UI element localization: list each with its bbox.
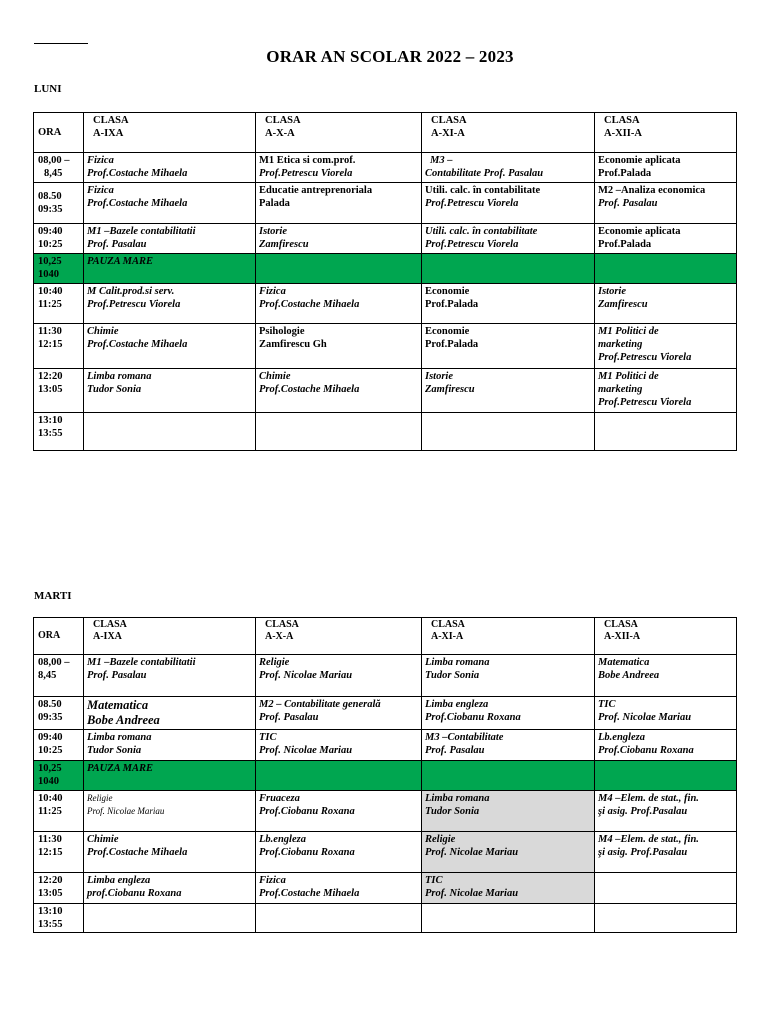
lesson-cell: TIC Prof. Nicolae Mariau — [595, 697, 737, 730]
table-row — [34, 791, 737, 832]
time-cell: 13:10 13:55 — [34, 904, 84, 933]
lesson-cell: Matematica Bobe Andreea — [84, 697, 256, 730]
day-label-luni: LUNI — [34, 83, 62, 95]
lesson-cell: TIC Prof. Nicolae Mariau — [256, 730, 422, 761]
time-cell: 10:40 11:25 — [34, 791, 84, 832]
lesson-cell: M Calit.prod.si serv. Prof.Petrescu Viorela — [84, 284, 256, 324]
lesson-cell: TIC Prof. Nicolae Mariau — [422, 873, 595, 904]
time-cell: 08.50 09:35 — [34, 183, 84, 224]
lesson-cell: Economie Prof.Palada — [422, 324, 595, 369]
pause-cell — [422, 761, 595, 791]
lesson-cell: Religie Prof. Nicolae Mariau — [256, 655, 422, 697]
lesson-cell: Economie Prof.Palada — [422, 284, 595, 324]
lesson-cell: Istorie Zamfirescu — [256, 224, 422, 254]
time-cell: 11:30 12:15 — [34, 832, 84, 873]
lesson-cell: Fizica Prof.Costache Mihaela — [84, 153, 256, 183]
class-header: CLASA A-XI-A — [422, 618, 595, 655]
lesson-cell — [422, 904, 595, 933]
time-cell: 12:20 13:05 — [34, 873, 84, 904]
lesson-cell — [84, 904, 256, 933]
pause-cell — [422, 254, 595, 284]
lesson-cell: M1 –Bazele contabilitatii Prof. Pasalau — [84, 224, 256, 254]
time-cell: 12:20 13:05 — [34, 369, 84, 413]
lesson-cell: Limba romana Tudor Sonia — [84, 369, 256, 413]
table-row — [34, 224, 737, 254]
table-row — [34, 324, 737, 369]
table-row — [34, 284, 737, 324]
lesson-cell: Limba engleza prof.Ciobanu Roxana — [84, 873, 256, 904]
lesson-cell: M2 – Contabilitate generală Prof. Pasalau — [256, 697, 422, 730]
table-row — [34, 413, 737, 451]
lesson-cell: Utili. calc. în contabilitate Prof.Petrescu Viorela — [422, 183, 595, 224]
lesson-cell: Limba romana Tudor Sonia — [422, 791, 595, 832]
class-header: CLASA A-XII-A — [595, 113, 737, 153]
lesson-cell: M4 –Elem. de stat., fin. şi asig. Prof.Pasalau — [595, 832, 737, 873]
pause-cell — [256, 254, 422, 284]
lesson-cell: Fruaceza Prof.Ciobanu Roxana — [256, 791, 422, 832]
lesson-cell: Utili. calc. în contabilitate Prof.Petrescu Viorela — [422, 224, 595, 254]
lesson-cell: Lb.engleza Prof.Ciobanu Roxana — [595, 730, 737, 761]
lesson-cell: Chimie Prof.Costache Mihaela — [84, 832, 256, 873]
lesson-cell: Fizica Prof.Costache Mihaela — [256, 873, 422, 904]
page-title: ORAR AN SCOLAR 2022 – 2023 — [266, 47, 514, 66]
lesson-cell: Economie aplicata Prof.Palada — [595, 224, 737, 254]
pause-row — [34, 254, 737, 284]
lesson-cell: Fizica Prof.Costache Mihaela — [256, 284, 422, 324]
table-row — [34, 873, 737, 904]
lesson-cell: Limba engleza Prof.Ciobanu Roxana — [422, 697, 595, 730]
lesson-cell: M1 Politici de marketing Prof.Petrescu Viorela — [595, 324, 737, 369]
table-row — [34, 697, 737, 730]
table-row — [34, 153, 737, 183]
pause-row — [34, 761, 737, 791]
lesson-cell: M1 Politici de marketing Prof.Petrescu Viorela — [595, 369, 737, 413]
lesson-cell: M3 – Contabilitate Prof. Pasalau — [422, 153, 595, 183]
lesson-cell — [256, 413, 422, 451]
class-header: CLASA A-X-A — [256, 113, 422, 153]
lesson-cell: M1 –Bazele contabilitatii Prof. Pasalau — [84, 655, 256, 697]
time-cell: 10,25 1040 — [34, 761, 84, 791]
class-header: CLASA A-IXA — [84, 618, 256, 655]
lesson-cell — [595, 413, 737, 451]
lesson-cell: Educatie antreprenoriala Palada — [256, 183, 422, 224]
header-row — [34, 618, 737, 655]
table-row — [34, 730, 737, 761]
pause-label: PAUZA MARE — [84, 761, 256, 791]
time-cell: 08.50 09:35 — [34, 697, 84, 730]
schedule-table-luni — [33, 112, 737, 451]
class-header: CLASA A-XII-A — [595, 618, 737, 655]
time-cell: 09:40 10:25 — [34, 730, 84, 761]
pause-cell — [595, 761, 737, 791]
ora-header: ORA — [34, 618, 84, 655]
class-header: CLASA A-IXA — [84, 113, 256, 153]
lesson-cell: M2 –Analiza economica Prof. Pasalau — [595, 183, 737, 224]
lesson-cell: Fizica Prof.Costache Mihaela — [84, 183, 256, 224]
day-label-marti: MARTI — [34, 590, 72, 602]
lesson-cell — [595, 873, 737, 904]
lesson-cell — [422, 413, 595, 451]
lesson-cell: M1 Etica si com.prof. Prof.Petrescu Viorela — [256, 153, 422, 183]
header-row — [34, 113, 737, 153]
time-cell: 10,25 1040 — [34, 254, 84, 284]
schedule-table-marti — [33, 617, 737, 933]
time-cell: 08,00 – 8,45 — [34, 655, 84, 697]
lesson-cell — [256, 904, 422, 933]
lesson-cell: Limba romana Tudor Sonia — [84, 730, 256, 761]
table-row — [34, 832, 737, 873]
lesson-cell: Economie aplicata Prof.Palada — [595, 153, 737, 183]
table-row — [34, 183, 737, 224]
lesson-cell: Lb.engleza Prof.Ciobanu Roxana — [256, 832, 422, 873]
lesson-cell: Chimie Prof.Costache Mihaela — [256, 369, 422, 413]
lesson-cell: Religie Prof. Nicolae Mariau — [84, 791, 256, 832]
lesson-cell: Chimie Prof.Costache Mihaela — [84, 324, 256, 369]
pause-cell — [256, 761, 422, 791]
lesson-cell: Istorie Zamfirescu — [422, 369, 595, 413]
time-cell: 13:10 13:55 — [34, 413, 84, 451]
ora-header: ORA — [34, 113, 84, 153]
pause-cell — [595, 254, 737, 284]
lesson-cell: Istorie Zamfirescu — [595, 284, 737, 324]
header-rule — [34, 43, 88, 44]
time-cell: 09:40 10:25 — [34, 224, 84, 254]
lesson-cell: Matematica Bobe Andreea — [595, 655, 737, 697]
class-header: CLASA A-X-A — [256, 618, 422, 655]
pause-label: PAUZA MARE — [84, 254, 256, 284]
lesson-cell: Religie Prof. Nicolae Mariau — [422, 832, 595, 873]
class-header: CLASA A-XI-A — [422, 113, 595, 153]
table-row — [34, 904, 737, 933]
lesson-cell: Limba romana Tudor Sonia — [422, 655, 595, 697]
lesson-cell — [84, 413, 256, 451]
time-cell: 08,00 – 8,45 — [34, 153, 84, 183]
time-cell: 10:40 11:25 — [34, 284, 84, 324]
table-row — [34, 369, 737, 413]
lesson-cell: M3 –Contabilitate Prof. Pasalau — [422, 730, 595, 761]
lesson-cell — [595, 904, 737, 933]
lesson-cell: M4 –Elem. de stat., fin. şi asig. Prof.Pasalau — [595, 791, 737, 832]
time-cell: 11:30 12:15 — [34, 324, 84, 369]
table-row — [34, 655, 737, 697]
lesson-cell: Psihologie Zamfirescu Gh — [256, 324, 422, 369]
